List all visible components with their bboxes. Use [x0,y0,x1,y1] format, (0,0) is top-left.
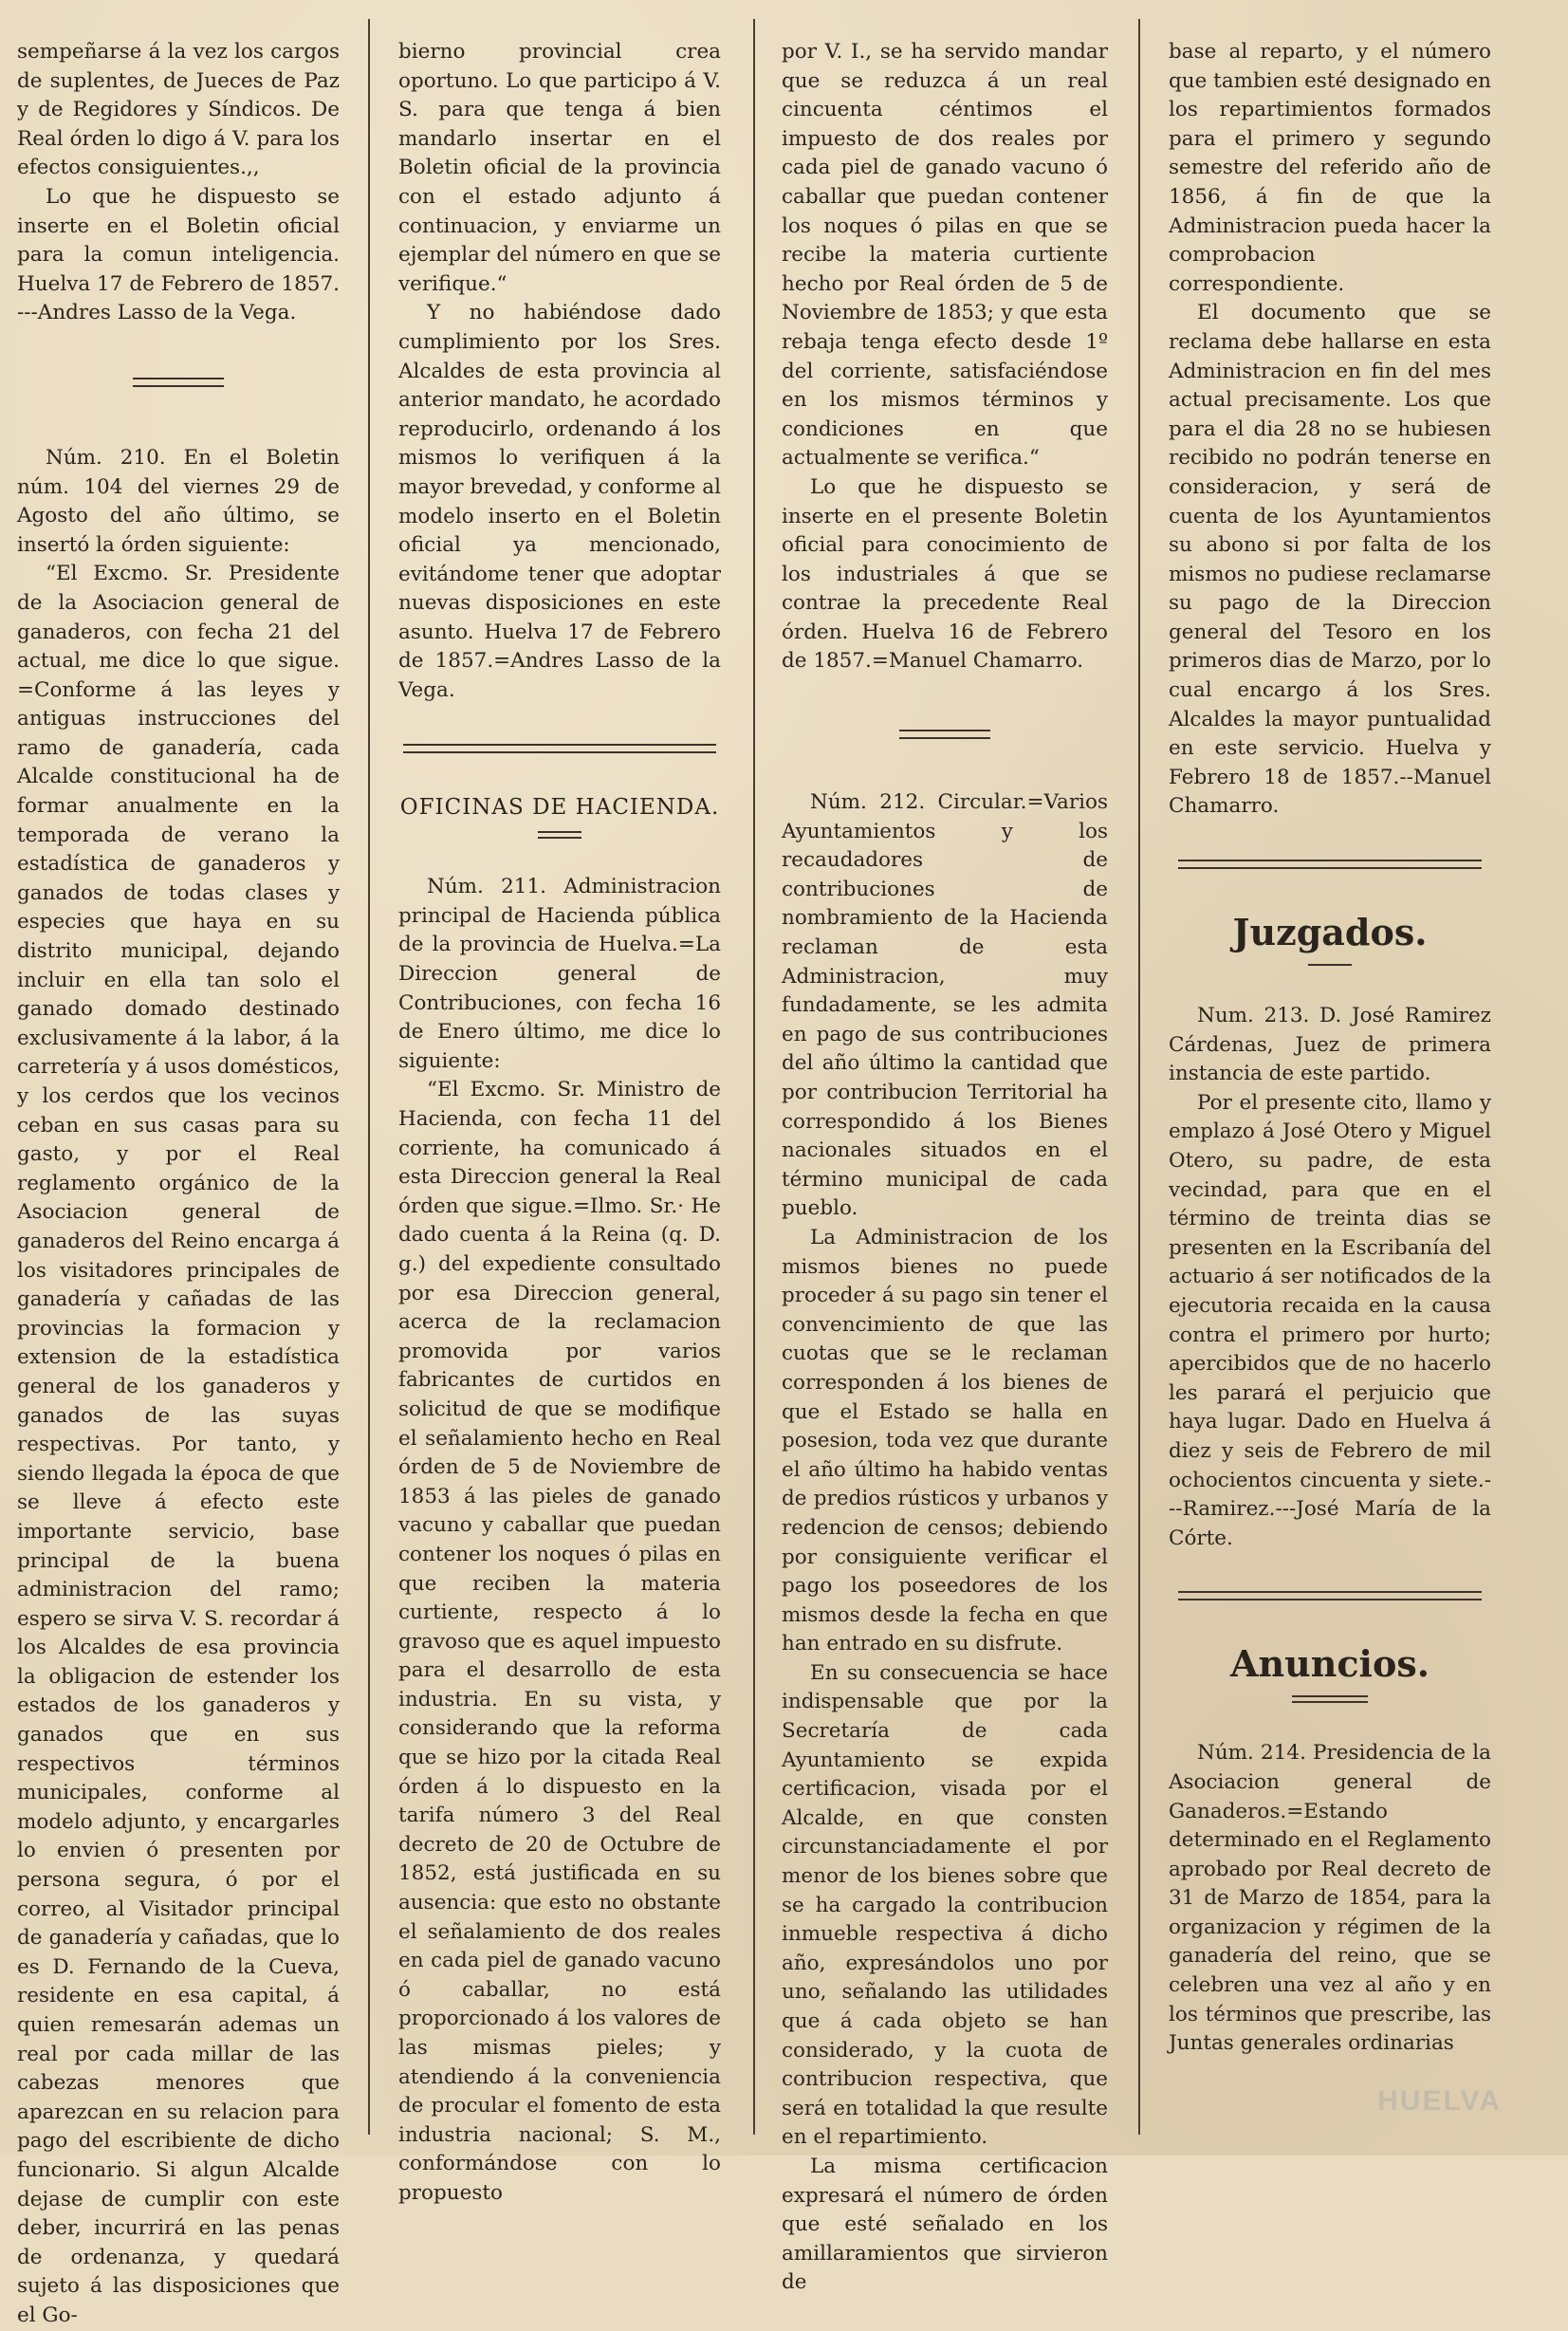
paragraph-num-210: Núm. 210. En el Boletin núm. 104 del viernes 29 de Agosto del año último, se insertó la órden siguiente: [17,445,340,557]
ornament-divider [1308,964,1352,966]
paragraph: base al reparto, y el número que tambien esté designado en los repartimientos formados para el primero y segundo semestre del referido año de 1856, á fin de que la Administracion pueda hacer la comprobacion correspondiente. [1169,40,1491,296]
paragraph: Lo que he dispuesto se inserte en el Boletin oficial para la comun inteligencia. Huelva 17 de Febrero de 1857. ---Andres Lasso de la Vega. [17,184,340,325]
paragraph: “El Excmo. Sr. Ministro de Hacienda, con fecha 11 del corriente, ha comunicado á esta Direccion general la Real órden que sigue.=Ilmo. Sr.· He dado cuenta á la Reina (q. D. g.) del expediente consultado por esa Direccion general, acerca de la reclamacion promovida por varios fabricantes de curtidos en solicitud de que se modifique el señalamiento hecho en Real órden de 5 de Noviembre de 1853 á las pieles de ganado vacuno y caballar que puedan contener los noques ó pilas en que reciben la materia curtiente, respecto á lo gravoso que es aquel impuesto para el desarrollo de esta industria. En su vista, y considerando que la reforma que se hizo por la citada Real órden á lo dispuesto en la tarifa número 3 del Real decreto de 20 de Octubre de 1852, está justificada en su ausencia: que esto no obstante el señalamiento de dos reales en cada piel de ganado vacuno ó caballar, no está proporcionado á los valores de las mismas pieles; y atendiendo á la conveniencia de procular el fomento de esta industria nacional; S. M., conformándose con lo propuesto [398,1078,721,2205]
paragraph: El documento que se reclama debe hallarse en esta Administracion en fin del mes actual precisamente. Los que para el dia 28 no se hubiesen recibido no podrán tenerse en consideracion, y será de cuenta de los Ayuntamientos su abono si por falta de los mismos no pudiese reclamarse su pago de la Direccion general del Tesoro en los primeros dias de Marzo, por lo cual encargo á los Sres. Alcaldes la mayor puntualidad en este servicio. Huelva y Febrero 18 de 1857.--Manuel Chamarro. [1169,301,1491,819]
section-title-oficinas: OFICINAS DE HACIENDA. [399,794,720,820]
ornament-divider [899,730,990,739]
ornament-divider [403,744,716,753]
ornament-divider [133,378,224,387]
column-divider [368,19,370,2135]
column-divider [1138,19,1140,2135]
paragraph-num-214: Núm. 214. Presidencia de la Asociacion general de Ganaderos.=Estando determinado en el Reglamento aprobado por Real decreto de 31 de Marzo de 1854, para la organizacion y régimen de la ganadería del reino, que se celebren una vez al año y en los términos que prescribe, las Juntas generales ordinarias [1169,1741,1491,2056]
paragraph: “El Excmo. Sr. Presidente de la Asociacion general de ganaderos, con fecha 21 del actual, me dice lo que sigue. =Conforme á las leyes y antiguas instrucciones del ramo de ganadería, cada Alcalde constitucional ha de formar anualmente en la temporada de verano la estadística de ganaderos y ganados de todas clases y especies que haya en su distrito municipal, dejando incluir en ella tan solo el ganado domado destinado exclusivamente á la labor, á la carretería y á usos domésticos, y los cerdos que los vecinos ceban en sus casas para su gasto, y por el Real reglamento orgánico de la Asociacion general de ganaderos del Reino encarga á los visitadores principales de ganadería y cañadas de las provincias la formacion y extension de la estadística general de los ganaderos y ganados de las suyas respectivas. Por tanto, y siendo llegada la época de que se lleve á efecto este importante servicio, base principal de la buena administracion del ramo; espero se sirva V. S. recordar á los Alcaldes de esa provincia la obligacion de estender los estados de los ganaderos y ganados que en sus respectivos términos municipales, conforme al modelo adjunto, y encargarles lo envien ó presenten por persona segura, ó por el correo, al Visitador principal de ganadería y cañadas, que lo es D. Fernando de la Cueva, residente en esa capital, á quien remesarán ademas un real por cada millar de las cabezas menores que aparezcan en su relacion para pago del escribiente de dicho funcionario. Si algun Alcalde dejase de cumplir con este deber, incurrirá en las penas de ordenanza, y quedará sujeto á las disposiciones que el Go- [17,562,340,2327]
paragraph: La misma certificacion expresará el número de órden que esté señalado en los amillaramientos que sirvieron de [782,2154,1108,2295]
paragraph: Y no habiéndose dado cumplimiento por los Sres. Alcaldes de esta provincia al anterior mandato, he acordado reproducirlo, ordenando á los mismos lo verifiquen á la mayor brevedad, y conforme al modelo inserto en el Boletin oficial ya mencionado, evitándome tener que adoptar nuevas disposiciones en este asunto. Huelva 17 de Febrero de 1857.=Andres Lasso de la Vega. [398,301,721,703]
column-1 [17,38,340,2327]
paragraph: Por el presente cito, llamo y emplazo á José Otero y Miguel Otero, su padre, de esta vecindad, para que en el término de treinta dias se presenten en la Escribanía del actuario á ser notificados de la ejecutoria recaida en la causa contra el primero por hurto; apercibidos que de no hacerlo les parará el perjuicio que haya lugar. Dado en Huelva á diez y seis de Febrero de mil ochocientos cincuenta y siete.---Ramirez.---José María de la Córte. [1169,1090,1491,1550]
column-3 [782,38,1108,2295]
column-4 [1169,38,1491,2125]
section-title-anuncios: Anuncios. [1230,1642,1430,1686]
ornament-divider [1292,1695,1368,1703]
paragraph-num-211: Núm. 211. Administracion principal de Hacienda pública de la provincia de Huelva.=La Direccion general de Contribuciones, con fecha 16 de Enero último, me dice lo siguiente: [398,875,721,1073]
ornament-divider [538,831,581,839]
paragraph: En su consecuencia se hace indispensable que por la Secretaría de cada Ayuntamiento se expida certificacion, visada por el Alcalde, en que consten circunstanciadamente el por menor de los bienes sobre que se ha cargado la contribucion inmueble respectiva á dicho año, expresándolos uno por uno, señalando las utilidades que á cada objeto se han considerado, y la cuota de contribucion respectiva, que será en totalidad la que resulte en el repartimiento. [782,1660,1108,2150]
ornament-divider [1178,860,1482,869]
column-divider [753,19,755,2135]
column-2 [398,38,721,2205]
paragraph: La Administracion de los mismos bienes no puede proceder á su pago sin tener el convencimiento de que las cuotas que se le reclaman corresponden á los bienes de que el Estado se halla en posesion, toda vez que durante el año último ha habido ventas de predios rústicos y urbanos y redencion de censos; debiendo por consiguiente verificar el pago los poseedores de los mismos desde la fecha en que han entrado en su disfrute. [782,1225,1108,1656]
paragraph-num-213: Num. 213. D. José Ramirez Cárdenas, Juez de primera instancia de este partido. [1169,1004,1491,1086]
paragraph: sempeñarse á la vez los cargos de suplentes, de Jueces de Paz y de Regidores y Síndicos. De Real órden lo digo á V. para los efectos consiguientes.,, [17,40,340,180]
paragraph: por V. I., se ha servido mandar que se reduzca á un real cincuenta céntimos el impuesto de dos reales por cada piel de ganado vacuno ó caballar que puedan contener los noques ó pilas en que se recibe la materia curtiente hecho por Real órden de 5 de Noviembre de 1853; y que esta rebaja tenga efecto desde 1º del corriente, satisfaciéndose en los mismos términos y condiciones en que actualmente se verifica.“ [782,40,1108,471]
ornament-divider [1178,1591,1482,1600]
paragraph: bierno provincial crea oportuno. Lo que participo á V. S. para que tenga á bien mandarlo insertar en el Boletin oficial de la provincia con el estado adjunto á continuacion, y enviarme un ejemplar del número en que se verifique.“ [398,40,721,296]
paragraph: Lo que he dispuesto se inserte en el presente Boletin oficial para conocimiento de los industriales á que se contrae la precedente Real órden. Huelva 16 de Febrero de 1857.=Manuel Chamarro. [782,474,1108,674]
section-title-juzgados: Juzgados. [1232,911,1428,954]
watermark: HUELVA [1377,2085,1502,2117]
paragraph-num-212: Núm. 212. Circular.=Varios Ayuntamientos y los recaudadores de contribuciones de nombramiento de la Hacienda reclaman de esta Administracion, muy fundadamente, se les admita en pago de sus contribuciones del año último la cantidad que por contribucion Territorial ha correspondido á los Bienes nacionales situados en el término municipal de cada pueblo. [782,790,1108,1221]
